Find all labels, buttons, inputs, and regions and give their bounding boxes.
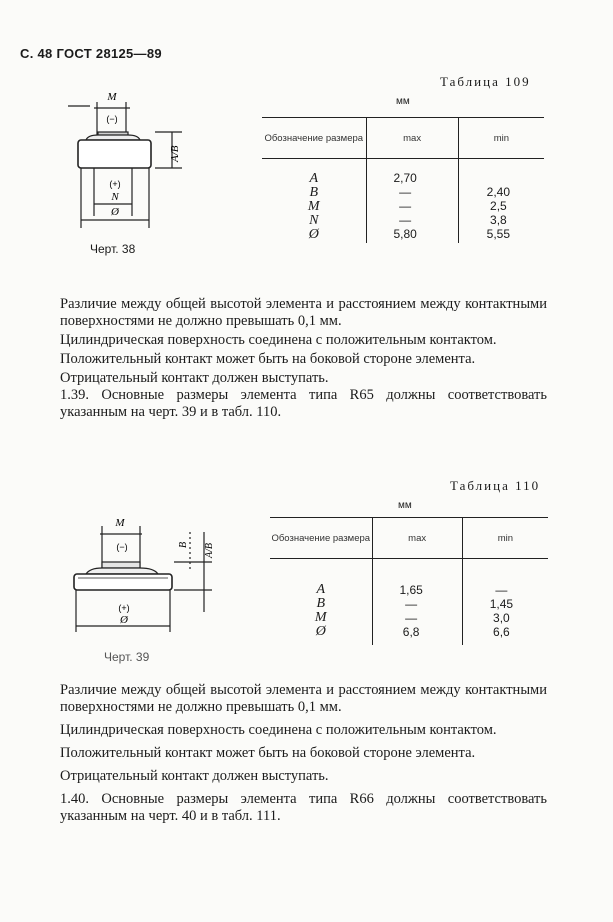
table-109-symbol-n: N xyxy=(309,213,319,228)
section-2-paragraph-5: 1.40. Основные размеры элемента типа R66 должны соответствовать указанным на черт. 40 и в табл. 111. xyxy=(60,791,547,824)
section-1-text xyxy=(60,296,547,421)
section-1-paragraph-1: Различие между общей высотой элемента и расстоянием между контактными поверхностями не должно превышать 0,1 мм. xyxy=(60,296,547,329)
section-2-text xyxy=(60,682,547,825)
drawing-39 xyxy=(62,512,222,652)
drawing-39-plus-label: (+) xyxy=(118,603,130,613)
section-1-paragraph-3: Положительный контакт может быть на боковой стороне элемента. xyxy=(60,351,476,367)
drawing-38-n-label: N xyxy=(111,191,119,203)
drawing-39-minus-label: (−) xyxy=(116,542,128,552)
table-109-max-m: — xyxy=(399,199,412,213)
table-110-max-b: — xyxy=(405,597,418,611)
section-2-paragraph-3: Положительный контакт может быть на боковой стороне элемента. xyxy=(60,745,476,761)
drawing-39-ab-label: A/B xyxy=(204,543,215,558)
table-109-max-b: — xyxy=(399,185,412,199)
table-109-symbol-dia: Ø xyxy=(308,227,319,242)
drawing-38 xyxy=(60,88,200,258)
table-110 xyxy=(270,517,548,645)
table-109 xyxy=(262,117,544,243)
drawing-38-caption: Черт. 38 xyxy=(90,242,136,256)
table-110-max-a: 1,65 xyxy=(399,583,423,597)
table-110-symbol-m: M xyxy=(314,610,327,625)
table-110-min-m: 3,0 xyxy=(493,611,510,625)
section-2-paragraph-1: Различие между общей высотой элемента и расстоянием между контактными поверхностями не должно превышать 0,1 мм. xyxy=(60,682,547,715)
drawing-39-b-label: B xyxy=(178,541,189,548)
drawing-39-m-label: M xyxy=(115,517,125,529)
table-110-max-dia: 6,8 xyxy=(402,625,420,639)
table-110-symbol-b: B xyxy=(316,596,326,611)
table-109-symbol-a: A xyxy=(309,171,319,186)
table-109-max-a: 2,70 xyxy=(393,171,417,185)
drawing-38-plus-label: (+) xyxy=(109,179,121,189)
table-109-unit: мм xyxy=(396,96,410,107)
table-109-max-n: — xyxy=(399,213,412,227)
drawing-38-ab-label: A/B xyxy=(169,145,181,162)
table-109-min-b: 2,40 xyxy=(486,185,511,199)
table-109-head-min: min xyxy=(458,118,544,159)
table-110-head-designation: Обозначение размера xyxy=(270,518,372,559)
section-1-paragraph-5: 1.39. Основные размеры элемента типа R65 должны соответствовать указанным на черт. 39 и в табл. 110. xyxy=(60,387,547,420)
table-110-symbol-a: A xyxy=(316,582,326,597)
table-110-unit: мм xyxy=(398,500,412,511)
section-1-paragraph-4: Отрицательный контакт должен выступать. xyxy=(60,370,329,386)
table-109-head-max: max xyxy=(366,118,458,159)
section-1-paragraph-2: Цилиндрическая поверхность соединена с положительным контактом. xyxy=(60,332,497,348)
drawing-38-m-label: M xyxy=(107,91,117,103)
table-110-head-max: max xyxy=(372,518,462,559)
table-110-min-a: — xyxy=(495,583,508,597)
table-110-max-m: — xyxy=(405,611,418,625)
table-109-head-designation: Обозначение размера xyxy=(262,118,366,159)
drawing-39-diameter-label: Ø xyxy=(120,614,128,626)
table-109-min-dia: 5,55 xyxy=(486,227,511,241)
table-110-head-min: min xyxy=(462,518,548,559)
section-2-paragraph-2: Цилиндрическая поверхность соединена с положительным контактом. xyxy=(60,722,497,738)
table-110-caption: Таблица 110 xyxy=(450,478,541,493)
table-109-symbol-m: M xyxy=(307,199,320,214)
drawing-38-diameter-label: Ø xyxy=(111,206,119,218)
drawing-38-minus-label: (−) xyxy=(106,114,118,124)
table-110-symbol-dia: Ø xyxy=(315,624,326,639)
table-109-caption: Таблица 109 xyxy=(440,74,531,89)
table-109-symbol-b: B xyxy=(309,185,319,200)
page-header: С. 48 ГОСТ 28125—89 xyxy=(20,46,162,61)
section-2-paragraph-4: Отрицательный контакт должен выступать. xyxy=(60,768,329,784)
table-110-min-dia: 6,6 xyxy=(493,625,510,639)
table-109-min-n: 3,8 xyxy=(490,213,507,227)
table-109-min-m: 2,5 xyxy=(490,199,507,213)
table-109-max-dia: 5,80 xyxy=(393,227,417,241)
drawing-39-caption: Черт. 39 xyxy=(104,650,150,664)
table-110-min-b: 1,45 xyxy=(489,597,514,611)
